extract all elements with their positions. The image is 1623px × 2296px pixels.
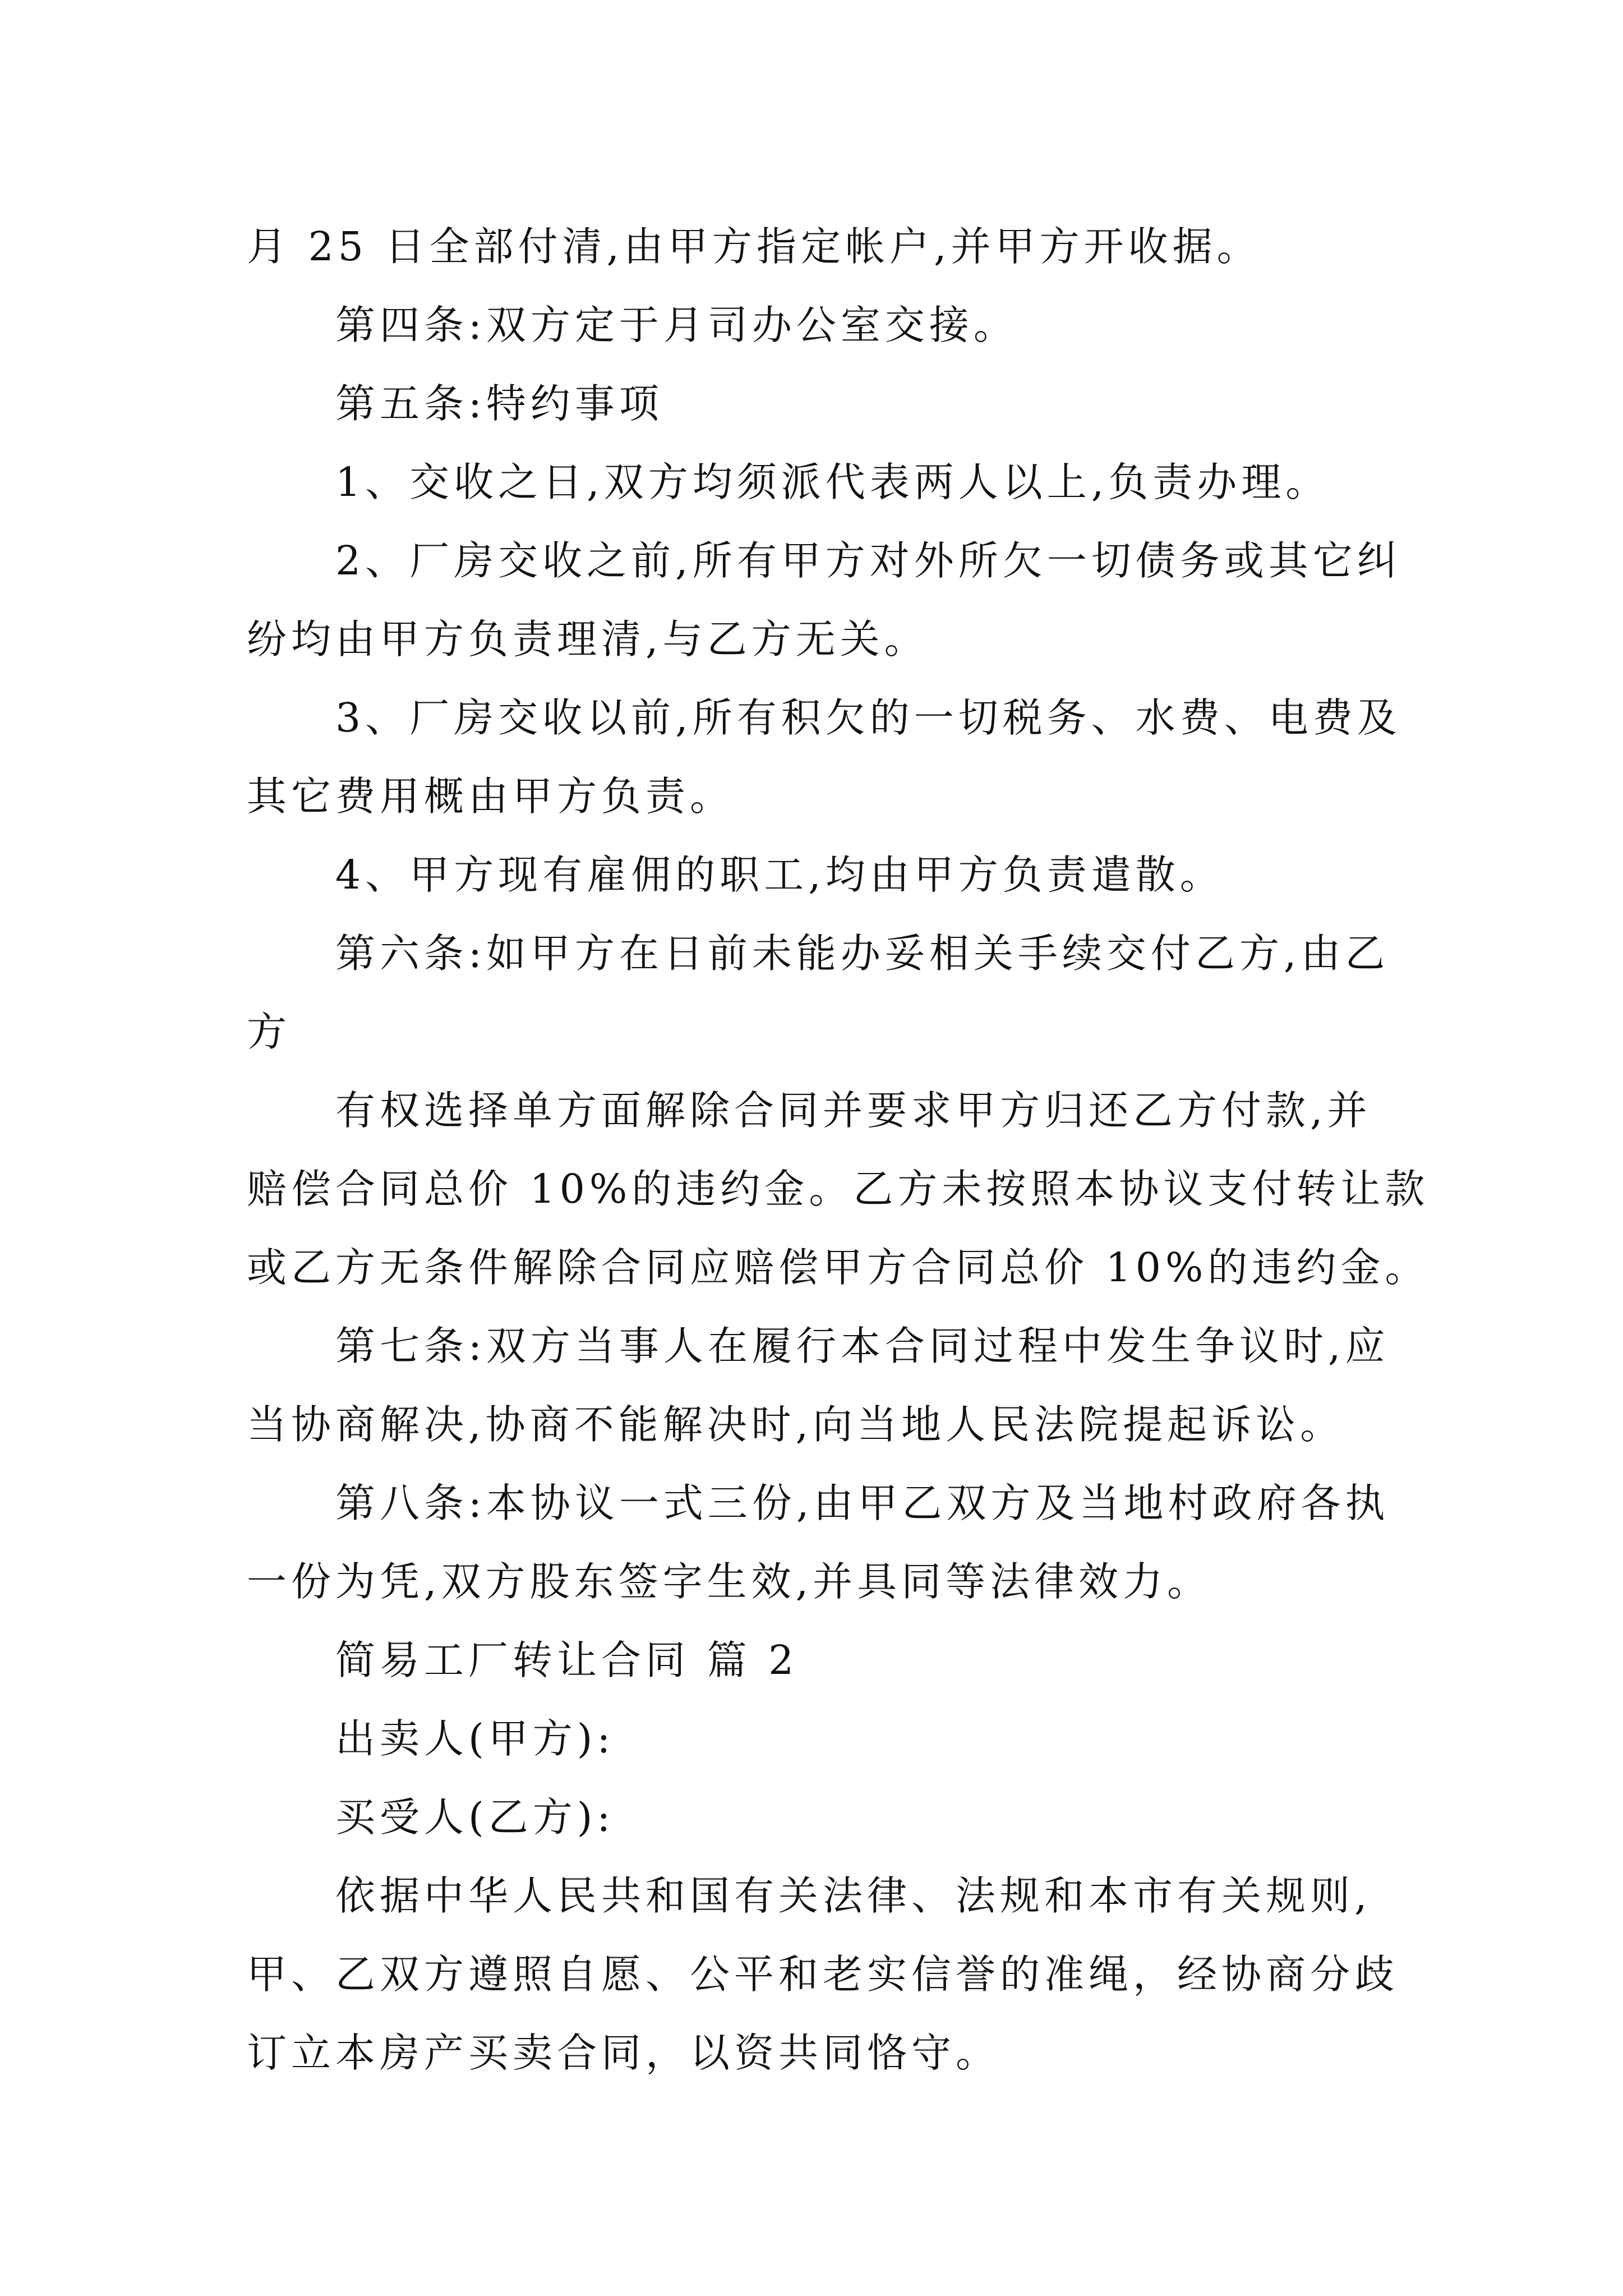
list-item: 3、厂房交收以前,所有积欠的一切税务、水费、电费及 — [335, 694, 1401, 741]
text-line: 订立本房产买卖合同，以资共同恪守。 — [247, 2030, 1000, 2076]
clause-heading: 第八条:本协议一式三份,由甲乙双方及当地村政府各执 — [335, 1480, 1390, 1526]
text-line: 甲、乙双方遵照自愿、公平和老实信誉的准绳，经协商分歧 — [247, 1951, 1399, 1998]
text-line: 当协商解决,协商不能解决时,向当地人民法院提起诉讼。 — [247, 1401, 1345, 1448]
text-line: 其它费用概由甲方负责。 — [247, 773, 735, 820]
list-item: 2、厂房交收之前,所有甲方对外所欠一切债务或其它纠 — [335, 537, 1401, 584]
text-line: 纷均由甲方负责理清,与乙方无关。 — [247, 616, 929, 662]
text-line: 方 — [247, 1009, 292, 1055]
section-title: 简易工厂转让合同 篇 2 — [335, 1637, 799, 1683]
text-line: 赔偿合同总价 10%的违约金。乙方未按照本协议支付转让款 — [247, 1166, 1430, 1212]
clause-heading: 第六条:如甲方在日前未能办妥相关手续交付乙方,由乙 — [335, 930, 1390, 977]
list-item: 1、交收之日,双方均须派代表两人以上,负责办理。 — [335, 459, 1330, 505]
text-line: 或乙方无条件解除合同应赔偿甲方合同总价 10%的违约金。 — [247, 1244, 1430, 1291]
paragraph-start: 依据中华人民共和国有关法律、法规和本市有关规则, — [335, 1872, 1372, 1919]
party-label-seller: 出卖人(甲方): — [335, 1715, 615, 1762]
party-label-buyer: 买受人(乙方): — [335, 1794, 615, 1841]
text-line: 月 25 日全部付清,由甲方指定帐户,并甲方开收据。 — [247, 223, 1261, 270]
clause-heading: 第五条:特约事项 — [335, 380, 663, 427]
document-body — [247, 208, 1430, 2092]
paragraph-start: 有权选择单方面解除合同并要求甲方归还乙方付款,并 — [335, 1087, 1372, 1134]
text-line: 一份为凭,双方股东签字生效,并具同等法律效力。 — [247, 1558, 1212, 1605]
clause-heading: 第四条:双方定于月司办公室交接。 — [335, 302, 1018, 348]
clause-heading: 第七条:双方当事人在履行本合同过程中发生争议时,应 — [335, 1323, 1390, 1369]
list-item: 4、甲方现有雇佣的职工,均由甲方负责遣散。 — [335, 852, 1224, 898]
